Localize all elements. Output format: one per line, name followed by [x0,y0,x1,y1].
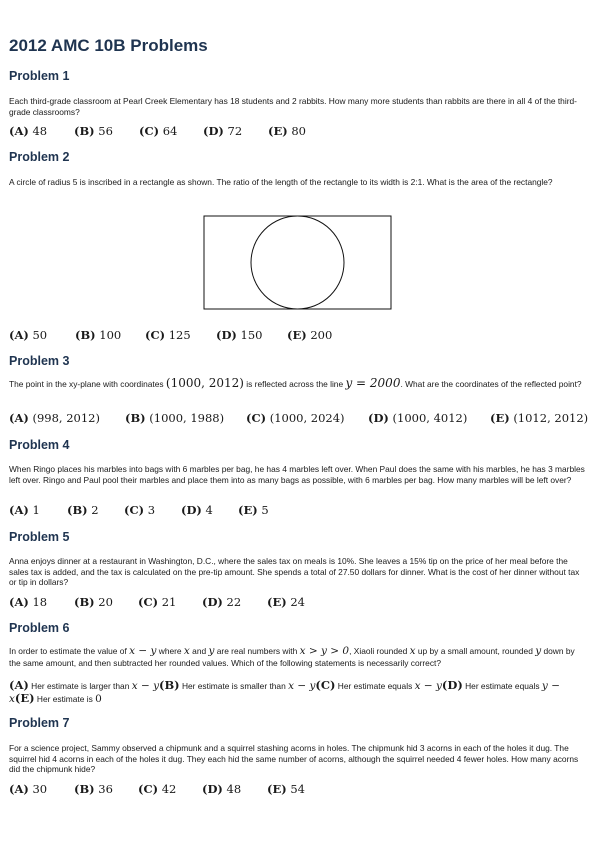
choice-a: (A) 1 [9,503,40,517]
choice-c: (C) 64 [139,124,178,138]
choice-d: (D) 48 [202,782,242,796]
choice-b: (B) 56 [74,124,113,138]
choice-b: (B) 36 [74,782,113,796]
choice-e: (E) 200 [287,328,333,342]
problem-6-choices: (A) Her estimate is larger than x − y(B) Her estimate is smaller than x − y(C) Her estimate equals x − y(D) Her estimate equals y − x(E) Her estimate is 0 [9,678,560,705]
choice-c: (C) (1000, 2024) [246,411,345,425]
problem-1-heading: Problem 1 [9,69,70,83]
choice-b: (B) 20 [74,595,113,609]
choice-e: (E) 5 [238,503,269,517]
page-title: 2012 AMC 10B Problems [9,36,208,55]
problem-6-text: In order to estimate the value of x − y where x and y are real numbers with x > y > 0, Xiaoli rounded x up by a small amount, rounded y down by the same amount, and then subtracted her rounded values. Which of the following statements is necessarily correct? [9,645,575,668]
problem-7-text: For a science project, Sammy observed a chipmunk and a squirrel stashing acorns in holes. The chipmunk hid 3 acorns in each of the holes it dug. The squirrel hid 4 acorns in each of the holes it dug. They each hid the same number of acorns, although the squirrel needed 4 fewer holes. How many acorns did the chipmunk hide? [9,743,579,774]
problem-3-heading: Problem 3 [9,354,70,368]
choice-d: (D) 22 [202,595,242,609]
problem-1-text: Each third-grade classroom at Pearl Creek Elementary has 18 students and 2 rabbits. How many more students than rabbits are there in all 4 of the third-grade classrooms? [9,96,577,117]
choice-b: (B) (1000, 1988) [125,411,225,425]
problem-2-choices [9,328,332,342]
choice-b: (B) 100 [75,328,122,342]
choice-e: (E) 54 [267,782,305,796]
choice-c: (C) 125 [145,328,191,342]
choice-a: (A) 48 [9,124,48,138]
problem-4-choices [9,503,269,517]
choice-c: (C) 42 [138,782,177,796]
problem-5-heading: Problem 5 [9,530,70,544]
problem-4-text: When Ringo places his marbles into bags with 6 marbles per bag, he has 4 marbles left over. When Paul does the same with his marbles, he has 3 marbles left over. Ringo and Paul pool their marbles and place them into as many bags as possible, with 6 marbles per bag. How many marbles will be left over? [9,464,585,485]
choice-e: (E) (1012, 2012) [490,411,589,425]
problem-1-choices [9,124,306,138]
rectangle-circle-figure [203,215,393,311]
problem-7-choices [9,782,305,796]
choice-b: (B) 2 [67,503,99,517]
problem-7-heading: Problem 7 [9,716,70,730]
problem-2-heading: Problem 2 [9,150,70,164]
choice-a: (A) 18 [9,595,48,609]
choice-a: (A) 30 [9,782,48,796]
problem-5-choices [9,595,305,609]
problem-2-text: A circle of radius 5 is inscribed in a rectangle as shown. The ratio of the length of the rectangle to its width is 2:1. What is the area of the rectangle? [9,177,553,187]
problem-6-heading: Problem 6 [9,621,70,635]
problem-5-text: Anna enjoys dinner at a restaurant in Washington, D.C., where the sales tax on meals is 10%. She leaves a 15% tip on the price of her meal before the sales tax is added, and the tax is calculated on the pre-tip amount. She spends a total of 27.50 dollars for dinner. What is the cost of her dinner without tax or tip in dollars? [9,556,580,587]
rectangle-shape [204,216,391,309]
choice-a: (A) (998, 2012) [9,411,100,425]
choice-e: (E) 80 [268,124,306,138]
problem-4-heading: Problem 4 [9,438,70,452]
choice-d: (D) 4 [181,503,213,517]
choice-c: (C) 3 [124,503,156,517]
choice-d: (D) 72 [203,124,243,138]
choice-a: (A) 50 [9,328,48,342]
choice-e: (E) 24 [267,595,305,609]
choice-d: (D) (1000, 4012) [368,411,468,425]
inscribed-circle [251,216,344,309]
choice-d: (D) 150 [216,328,263,342]
problem-3-choices [9,411,588,425]
problem-3-text: The point in the xy-plane with coordinates (1000, 2012) is reflected across the line y = 2000. What are the coordinates of the reflected point? [9,376,582,390]
choice-c: (C) 21 [138,595,177,609]
